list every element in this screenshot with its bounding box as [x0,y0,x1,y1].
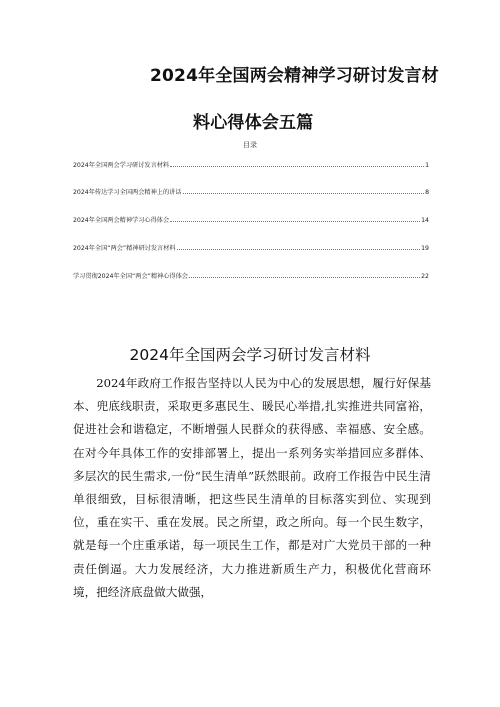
toc-entry[interactable] [73,240,429,252]
toc-heading: 目录 [243,141,257,149]
toc-entry[interactable] [73,212,429,224]
toc-leader-dots [177,249,421,250]
toc-entry-title: 2024年全国两会学习研讨发言材料 [73,162,170,169]
toc-entry-page: 14 [421,217,429,224]
toc-entry[interactable] [73,268,429,280]
toc-entry-page: 19 [421,245,429,252]
toc-entry[interactable] [73,157,429,169]
toc-entry-page: 22 [421,273,429,280]
body-paragraph: 2024年政府工作报告坚持以人民为中心的发展思想，履行好保基本、兜底线职责，采取更多惠民生、暖民心举措,扎实推进共同富裕，促进社会和谐稳定，不断增强人民群众的获得感、幸福感、安全感。在对今年具体工作的安排部署上，提出一系列务实举措回应多群体、多层次的民生需求,一份“民生清单”跃然眼前。政府工作报告中民生清单很细致，目标很清晰，把这些民生清单的目标落实到位、实现到位，重在实干、重在发展。民之所望，政之所向。每一个民生数字，就是每一个庄重承诺，每一项民生工作，都是对广大党员干部的一种责任倒逼。大力发展经济，大力推进新质生产力，积极优化营商环境，把经济底盘做大做强， [73,376,431,599]
toc-leader-dots [170,166,424,167]
document-title-line-1: 2024年全国两会精神学习研讨发言材 [150,66,439,86]
toc-entry[interactable] [73,184,429,196]
toc-entry-title: 2024年全国“两会”精神研讨发言材料 [73,245,176,252]
toc-entry-title: 学习贯彻2024年全国“两会”精神心得体会 [73,273,188,280]
toc-leader-dots [189,277,420,278]
section-title: 2024年全国两会学习研讨发言材料 [129,346,371,364]
toc-entry-page: 1 [425,162,429,169]
toc-leader-dots [183,193,425,194]
toc-entry-page: 8 [425,189,429,196]
toc-entry-title: 2024年传达学习全国两会精神上的讲话 [73,189,182,196]
document-title-line-2: 料心得体会五篇 [193,113,314,133]
toc-leader-dots [170,221,420,222]
toc-entry-title: 2024年全国两会精神学习心得体会 [73,217,170,224]
